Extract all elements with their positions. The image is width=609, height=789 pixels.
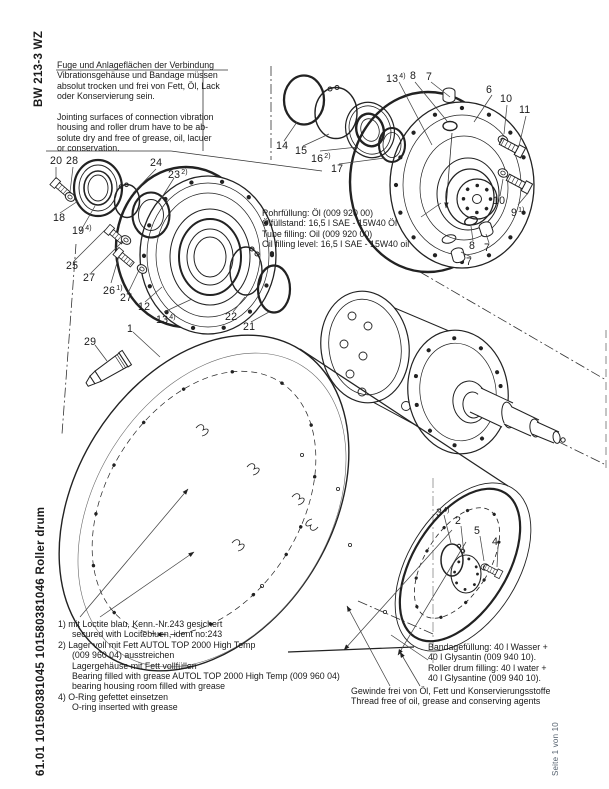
note-line: Lagergehäuse mit Fett vollfüllen [72,660,197,671]
drum-filling-note [428,642,548,684]
part-label-13: 13$^{4)}$ [386,73,406,85]
part-label-23: 23$^{2)}$ [168,169,188,181]
part-label-9: 9$^{1)}$ [511,207,525,219]
model-code-vertical: BW 213-3 WZ [33,30,45,107]
note-line: Oil filling level: 16,5 l SAE - 15W40 oil [262,239,410,250]
part-label-28: 28 [66,155,79,167]
footnotes-block [58,619,340,713]
loctite-tube [82,350,132,390]
part-label-27: 27 [83,272,96,284]
part-label-4: 4 [492,536,499,548]
footnote-ref: 4) [399,73,406,80]
part-label-10: 10 [493,195,506,207]
note-line: Tube filling: Oil (009 920 00) [262,228,373,239]
note-line: Bearing filled with grease AUTOL TOP 2000 High Temp (009 960 04) [72,671,340,682]
note-line: 40 l Glysantine (009 940 10). [428,673,541,684]
note-line: Fuge und Anlageflächen der Verbindung [57,60,215,70]
page-indicator: Seite 1 von 10 [551,722,560,776]
part-label-3: 3$^{4)}$ [436,507,450,519]
thread-note [351,686,550,707]
note-line: O-ring inserted with grease [72,702,178,713]
part-label-13: 13$^{4)}$ [156,314,176,326]
part-label-26: 26$^{1)}$ [103,285,123,297]
part-label-17: 17 [331,163,344,175]
footnote-ref: 1) [518,207,525,214]
part-label-7: 7 [484,242,491,254]
note-line: Jointing surfaces of connection vibration [57,112,214,123]
note-line: Roller drum filling: 40 l water + [428,662,547,673]
note-line: bearing housing room filled with grease [72,681,226,692]
note-line [57,102,220,112]
note-line: (009 960 04) ausstreichen [72,650,175,661]
part-label-15: 15 [295,145,308,157]
part-label-11: 11 [519,104,531,116]
part-label-29: 29 [84,336,97,348]
part-label-12: 12 [138,301,151,313]
part-label-27: 27 [120,292,133,304]
part-label-5: 5 [474,525,481,537]
note-line: absolut trocken und frei von Fett, Öl, Lack [57,80,220,91]
part-label-8: 8 [469,240,476,252]
part-label-19: 19$^{4)}$ [72,225,92,237]
part-label-16: 16$^{2)}$ [311,153,331,165]
note-line: Ölfüllstand: 16,5 l SAE - 15W40 Öl [262,218,397,229]
note-line: oder Konservierung sein. [57,91,155,102]
note-line: 4) O-Ring gefettet einsetzen [58,691,169,702]
note-line: solute dry and free of grease, oil, lacuer [57,132,212,143]
part-label-21: 21 [243,321,256,333]
note-line: Bandagefüllung: 40 l Wasser + [428,642,548,652]
vibration-exciter [314,285,566,460]
footnote-ref: 2) [181,169,188,176]
part-label-25: 25 [66,260,79,272]
section-title-vertical: 61.01 101580381045 101580381046 Roller drum [35,506,47,776]
note-line: secured with Locitebluen, ident no:243 [72,629,223,640]
part-label-24: 24 [150,157,163,169]
footnote-ref: 2) [324,153,331,160]
part-label-10: 10 [500,93,513,105]
part-label-2: 2 [455,515,462,527]
note-line: housing and roller drum have to be ab- [57,122,209,133]
oil-filling-note [262,208,409,250]
note-line: 40 l Glysantin (009 940 10). [428,652,537,663]
note-line: or conservation. [57,143,120,154]
note-line: Thread free of oil, grease and conserving agents [351,696,541,707]
footnote-ref: 4) [443,507,450,514]
footnote-ref: 4) [85,225,92,232]
part-label-7: 7 [426,71,433,83]
note-line: Gewinde frei von Öl, Fett und Konservierungsstoffe [351,686,551,696]
note-line: Rohrfüllung: Öl (009 920 00) [262,208,374,218]
part-label-14: 14 [276,140,289,152]
note-line: 2) Lager voll mit Fett AUTOL TOP 2000 High Temp [58,639,256,650]
note-line: Vibrationsgehäuse und Bandage müssen [57,70,218,81]
part-label-22: 22 [225,311,238,323]
footnote-ref: 4) [169,314,176,321]
joint-surfaces-note [57,60,220,154]
part-label-1: 1 [127,323,134,335]
note-line: 1) mit Loctite blau, Kenn.-Nr.243 gesichert [58,619,223,629]
part-label-8: 8 [410,70,417,82]
part-label-7: 7 [466,256,473,268]
part-label-20: 20 [50,155,63,167]
footnote-ref: 1) [116,285,123,292]
part-label-18: 18 [53,212,66,224]
part-label-6: 6 [486,84,493,96]
